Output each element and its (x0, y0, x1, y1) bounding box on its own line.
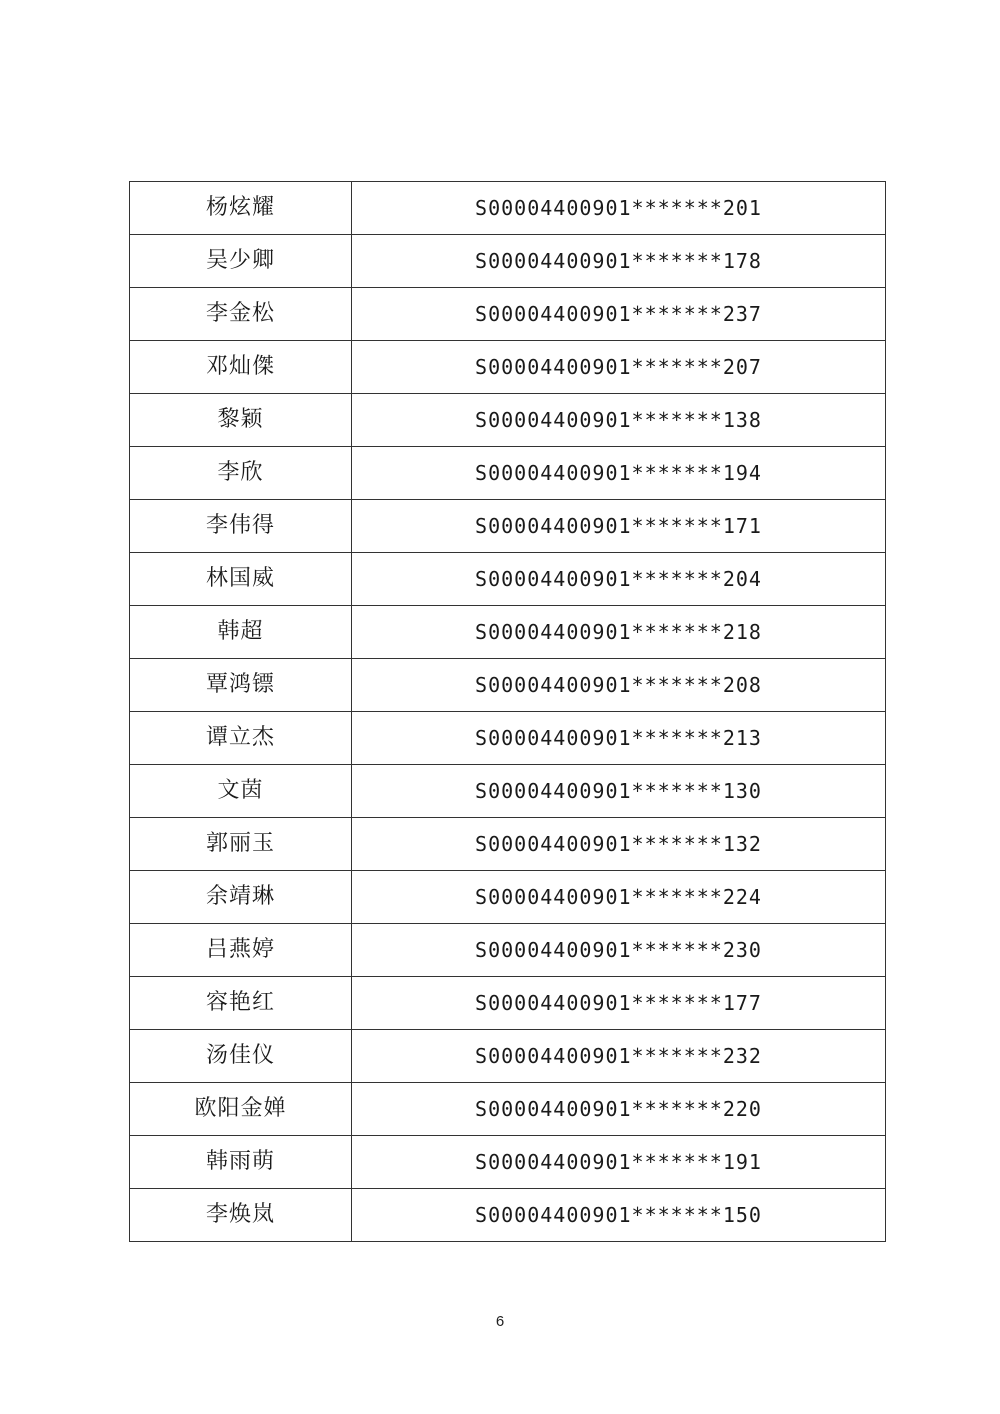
id-cell: S00004400901*******194 (352, 447, 886, 500)
id-cell: S00004400901*******171 (352, 500, 886, 553)
table-row (130, 765, 886, 818)
name-cell: 郭丽玉 (130, 818, 352, 871)
name-cell: 韩超 (130, 606, 352, 659)
name-cell: 吕燕婷 (130, 924, 352, 977)
id-cell: S00004400901*******204 (352, 553, 886, 606)
name-cell: 余靖琳 (130, 871, 352, 924)
id-cell: S00004400901*******191 (352, 1136, 886, 1189)
id-cell: S00004400901*******130 (352, 765, 886, 818)
name-cell: 李伟得 (130, 500, 352, 553)
roster-table (129, 181, 886, 1242)
name-cell: 文茵 (130, 765, 352, 818)
id-cell: S00004400901*******177 (352, 977, 886, 1030)
id-cell: S00004400901*******237 (352, 288, 886, 341)
table-row (130, 1030, 886, 1083)
name-cell: 李焕岚 (130, 1189, 352, 1242)
table-row (130, 606, 886, 659)
table-row (130, 977, 886, 1030)
id-cell: S00004400901*******132 (352, 818, 886, 871)
id-cell: S00004400901*******213 (352, 712, 886, 765)
id-cell: S00004400901*******230 (352, 924, 886, 977)
id-cell: S00004400901*******178 (352, 235, 886, 288)
id-cell: S00004400901*******207 (352, 341, 886, 394)
roster-table-body (130, 182, 886, 1242)
id-cell: S00004400901*******201 (352, 182, 886, 235)
id-cell: S00004400901*******220 (352, 1083, 886, 1136)
table-row (130, 235, 886, 288)
table-row (130, 500, 886, 553)
table-row (130, 924, 886, 977)
page-number: 6 (495, 1313, 505, 1330)
name-cell: 谭立杰 (130, 712, 352, 765)
table-row (130, 871, 886, 924)
name-cell: 覃鸿镖 (130, 659, 352, 712)
id-cell: S00004400901*******232 (352, 1030, 886, 1083)
name-cell: 黎颖 (130, 394, 352, 447)
table-row (130, 553, 886, 606)
table-row (130, 1136, 886, 1189)
id-cell: S00004400901*******218 (352, 606, 886, 659)
name-cell: 邓灿傑 (130, 341, 352, 394)
id-cell: S00004400901*******138 (352, 394, 886, 447)
table-row (130, 341, 886, 394)
table-row (130, 1189, 886, 1242)
name-cell: 杨炫耀 (130, 182, 352, 235)
table-row (130, 182, 886, 235)
name-cell: 容艳红 (130, 977, 352, 1030)
name-cell: 吴少卿 (130, 235, 352, 288)
id-cell: S00004400901*******150 (352, 1189, 886, 1242)
name-cell: 李金松 (130, 288, 352, 341)
table-row (130, 288, 886, 341)
name-cell: 韩雨萌 (130, 1136, 352, 1189)
id-cell: S00004400901*******224 (352, 871, 886, 924)
name-cell: 李欣 (130, 447, 352, 500)
table-row (130, 659, 886, 712)
name-cell: 林国威 (130, 553, 352, 606)
table-row (130, 712, 886, 765)
table-row (130, 447, 886, 500)
name-cell: 汤佳仪 (130, 1030, 352, 1083)
id-cell: S00004400901*******208 (352, 659, 886, 712)
name-cell: 欧阳金婵 (130, 1083, 352, 1136)
table-row (130, 818, 886, 871)
table-row (130, 1083, 886, 1136)
table-row (130, 394, 886, 447)
